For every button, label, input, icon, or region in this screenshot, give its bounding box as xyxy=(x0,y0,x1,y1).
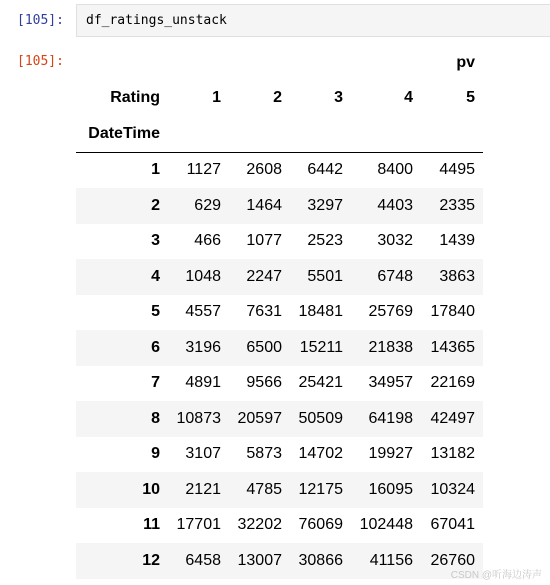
table-cell: 32202 xyxy=(237,516,282,534)
table-cell: 6748 xyxy=(377,267,413,285)
column-header: 3 xyxy=(334,89,343,107)
table-cell: 6442 xyxy=(307,161,343,179)
table-cell: 2121 xyxy=(185,480,221,498)
row-index: 2 xyxy=(151,196,160,214)
table-cell: 2335 xyxy=(439,196,475,214)
table-cell: 9566 xyxy=(246,374,282,392)
table-cell: 629 xyxy=(194,196,221,214)
row-index: 3 xyxy=(151,232,160,250)
table-cell: 42497 xyxy=(430,409,475,427)
table-cell: 3863 xyxy=(439,267,475,285)
table-cell: 5501 xyxy=(307,267,343,285)
table-cell: 18481 xyxy=(298,303,343,321)
header-blank-cell xyxy=(290,45,351,81)
table-header xyxy=(76,45,483,152)
table-row xyxy=(76,366,483,402)
code-editor[interactable] xyxy=(76,4,550,37)
table-cell: 50509 xyxy=(298,409,343,427)
table-cell: 1439 xyxy=(439,232,475,250)
table-cell: 4785 xyxy=(246,480,282,498)
table-cell: 4403 xyxy=(377,196,413,214)
output-prompt: [105]: xyxy=(17,54,64,69)
table-cell: 7631 xyxy=(246,303,282,321)
table-cell: 10324 xyxy=(430,480,475,498)
table-cell: 3196 xyxy=(185,338,221,356)
table-row xyxy=(76,508,483,544)
top-column-label: pv xyxy=(456,53,475,71)
row-index: 10 xyxy=(142,480,160,498)
header-blank-cell xyxy=(351,45,421,81)
row-index: 6 xyxy=(151,338,160,356)
table-cell: 13182 xyxy=(430,445,475,463)
table-cell: 5873 xyxy=(246,445,282,463)
column-header: 5 xyxy=(466,89,475,107)
table-cell: 25769 xyxy=(368,303,413,321)
table-cell: 64198 xyxy=(368,409,413,427)
table-row xyxy=(76,437,483,473)
column-header: 2 xyxy=(273,89,282,107)
table-cell: 466 xyxy=(194,232,221,250)
table-cell: 13007 xyxy=(237,551,282,569)
row-index: 12 xyxy=(142,551,160,569)
table-cell: 3297 xyxy=(307,196,343,214)
dataframe-table xyxy=(76,45,483,579)
table-cell: 67041 xyxy=(430,516,475,534)
header-blank-cell xyxy=(229,45,290,81)
table-cell: 1464 xyxy=(246,196,282,214)
table-cell: 102448 xyxy=(359,516,413,534)
table-cell: 4891 xyxy=(185,374,221,392)
row-index: 8 xyxy=(151,409,160,427)
header-row-columns xyxy=(76,81,483,117)
table-row xyxy=(76,152,483,188)
table-row xyxy=(76,330,483,366)
columns-name: Rating xyxy=(110,89,160,107)
code-text[interactable]: df_ratings_unstack xyxy=(86,13,227,28)
table-body xyxy=(76,152,483,579)
header-blank-cell xyxy=(168,116,229,152)
table-cell: 30866 xyxy=(298,551,343,569)
row-index: 5 xyxy=(151,303,160,321)
table-row xyxy=(76,259,483,295)
table-cell: 4495 xyxy=(439,161,475,179)
row-index: 1 xyxy=(151,161,160,179)
row-index: 11 xyxy=(143,516,160,534)
index-name: DateTime xyxy=(76,116,168,152)
watermark: CSDN @听海边涛声 xyxy=(450,570,542,581)
row-index: 9 xyxy=(151,445,160,463)
table-cell: 12175 xyxy=(298,480,343,498)
table-cell: 17840 xyxy=(430,303,475,321)
table-cell: 20597 xyxy=(237,409,282,427)
table-cell: 22169 xyxy=(430,374,475,392)
table-cell: 8400 xyxy=(377,161,413,179)
table-cell: 6458 xyxy=(185,551,221,569)
table-cell: 25421 xyxy=(298,374,343,392)
table-cell: 1127 xyxy=(186,161,221,179)
header-blank-cell xyxy=(290,116,351,152)
table-cell: 21838 xyxy=(368,338,413,356)
table-cell: 2523 xyxy=(307,232,343,250)
table-cell: 76069 xyxy=(298,516,343,534)
table-cell: 19927 xyxy=(368,445,413,463)
header-blank-cell xyxy=(76,45,168,81)
header-blank-cell xyxy=(421,116,483,152)
table-cell: 14702 xyxy=(298,445,343,463)
table-cell: 34957 xyxy=(368,374,413,392)
table-cell: 3107 xyxy=(185,445,221,463)
table-cell: 2247 xyxy=(246,267,282,285)
table-cell: 41156 xyxy=(369,551,413,569)
dataframe-output xyxy=(76,45,483,579)
input-cell[interactable] xyxy=(0,4,550,38)
row-index: 4 xyxy=(151,267,160,285)
table-cell: 26760 xyxy=(430,551,475,569)
table-cell: 3032 xyxy=(377,232,413,250)
table-cell: 15211 xyxy=(299,338,343,356)
table-cell: 6500 xyxy=(246,338,282,356)
table-row xyxy=(76,401,483,437)
table-cell: 4557 xyxy=(185,303,221,321)
header-blank-cell xyxy=(351,116,421,152)
header-row-top xyxy=(76,45,483,81)
table-row xyxy=(76,472,483,508)
column-header: 4 xyxy=(404,89,413,107)
table-row xyxy=(76,295,483,331)
header-blank-cell xyxy=(229,116,290,152)
table-cell: 17701 xyxy=(176,516,221,534)
table-cell: 10873 xyxy=(176,409,221,427)
table-cell: 16095 xyxy=(368,480,413,498)
table-cell: 1048 xyxy=(185,267,221,285)
table-row xyxy=(76,543,483,579)
table-cell: 14365 xyxy=(430,338,475,356)
table-cell: 2608 xyxy=(246,161,282,179)
header-blank-cell xyxy=(168,45,229,81)
table-cell: 1077 xyxy=(246,232,282,250)
row-index: 7 xyxy=(151,374,160,392)
column-header: 1 xyxy=(212,89,221,107)
input-prompt: [105]: xyxy=(17,13,64,28)
table-row xyxy=(76,224,483,260)
header-row-index-name xyxy=(76,116,483,152)
table-row xyxy=(76,188,483,224)
